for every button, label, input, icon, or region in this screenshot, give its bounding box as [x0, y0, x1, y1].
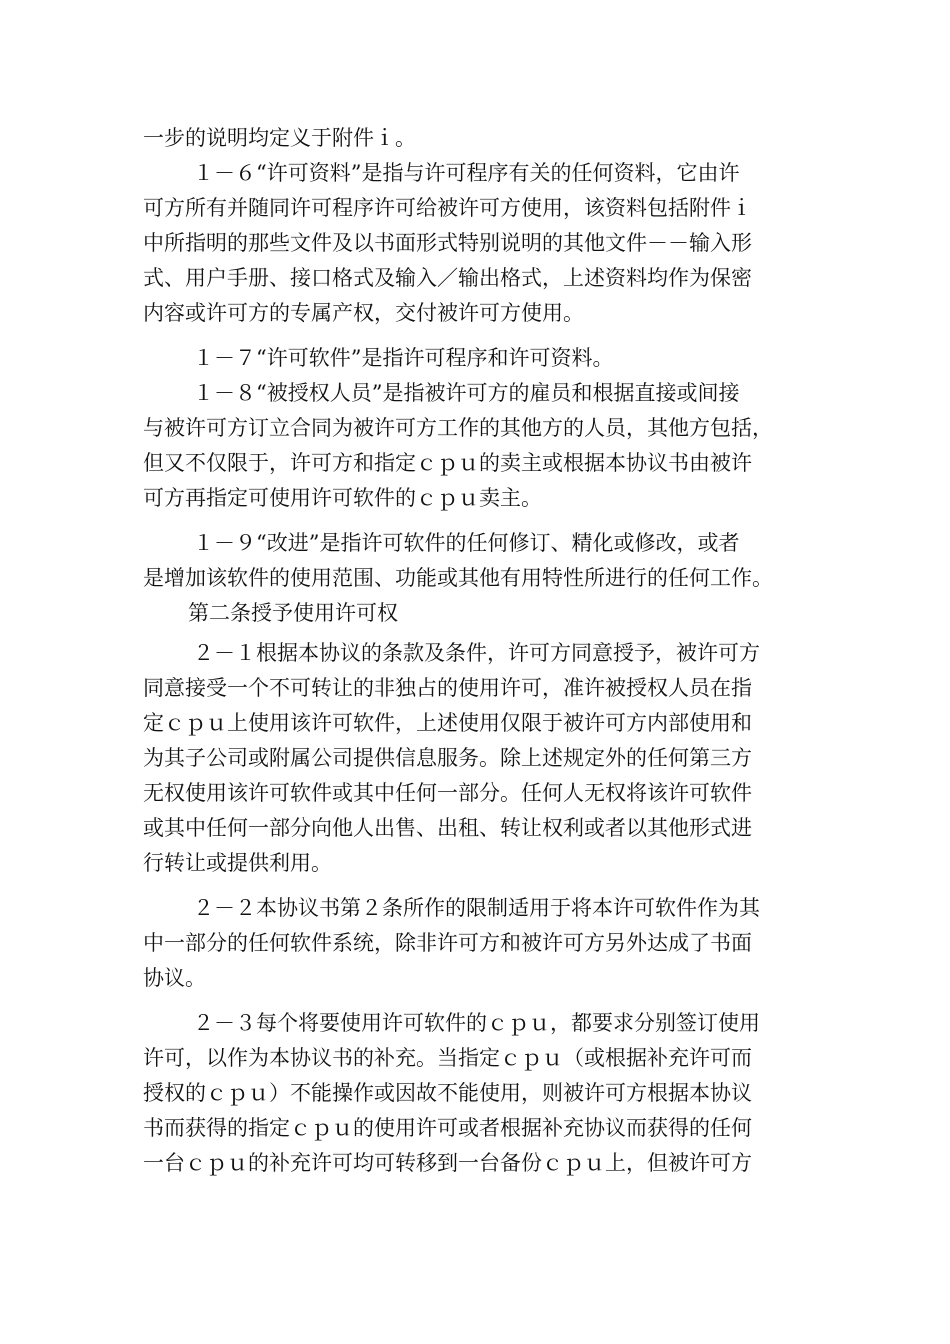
text-line: 一步的说明均定义于附件ｉ。	[143, 126, 416, 150]
text-line: 无权使用该许可软件或其中任何一部分。任何人无权将该许可软件	[143, 781, 752, 805]
text-line: 可方再指定可使用许可软件的ｃｐｕ卖主。	[143, 486, 542, 510]
text-line: 可方所有并随同许可程序许可给被许可方使用，该资料包括附件ｉ	[143, 196, 752, 220]
text-line: 式、用户手册、接口格式及输入／输出格式，上述资料均作为保密	[143, 266, 752, 290]
section-heading: 第二条授予使用许可权	[188, 601, 398, 625]
text-line: 协议。	[143, 966, 206, 990]
paragraph-1-7: １－７“许可软件”是指许可程序和许可资料。	[193, 346, 614, 370]
text-line: 定ｃｐｕ上使用该许可软件，上述使用仅限于被许可方内部使用和	[143, 711, 752, 735]
paragraph-1-9: １－９“改进”是指许可软件的任何修订、精化或修改，或者	[193, 531, 740, 555]
paragraph-1-6: １－６“许可资料”是指与许可程序有关的任何资料，它由许	[193, 161, 740, 185]
paragraph-1-8: １－８“被授权人员”是指被许可方的雇员和根据直接或间接	[193, 381, 740, 405]
text-line: 行转让或提供利用。	[143, 851, 332, 875]
text-line: 为其子公司或附属公司提供信息服务。除上述规定外的任何第三方	[143, 746, 752, 770]
text-line: 中一部分的任何软件系统，除非许可方和被许可方另外达成了书面	[143, 931, 752, 955]
text-line: 一台ｃｐｕ的补充许可均可转移到一台备份ｃｐｕ上，但被许可方	[143, 1151, 752, 1175]
text-line: 是增加该软件的使用范围、功能或其他有用特性所进行的任何工作。	[143, 566, 773, 590]
text-line: 许可，以作为本协议书的补充。当指定ｃｐｕ（或根据补充许可而	[143, 1046, 752, 1070]
paragraph-2-1: ２－１根据本协议的条款及条件，许可方同意授予，被许可方	[193, 641, 760, 665]
text-line: 同意接受一个不可转让的非独占的使用许可，准许被授权人员在指	[143, 676, 752, 700]
paragraph-2-3: ２－３每个将要使用许可软件的ｃｐｕ，都要求分别签订使用	[193, 1011, 760, 1035]
text-line: 但又不仅限于，许可方和指定ｃｐｕ的卖主或根据本协议书由被许	[143, 451, 752, 475]
text-line: 中所指明的那些文件及以书面形式特别说明的其他文件－－输入形	[143, 231, 752, 255]
text-line: 内容或许可方的专属产权，交付被许可方使用。	[143, 301, 584, 325]
text-line: 或其中任何一部分向他人出售、出租、转让权利或者以其他形式进	[143, 816, 752, 840]
text-line: 授权的ｃｐｕ）不能操作或因故不能使用，则被许可方根据本协议	[143, 1081, 752, 1105]
text-line: 书而获得的指定ｃｐｕ的使用许可或者根据补充协议而获得的任何	[143, 1116, 752, 1140]
text-line: 与被许可方订立合同为被许可方工作的其他方的人员，其他方包括，	[143, 416, 773, 440]
paragraph-2-2: ２－２本协议书第２条所作的限制适用于将本许可软件作为其	[193, 896, 760, 920]
